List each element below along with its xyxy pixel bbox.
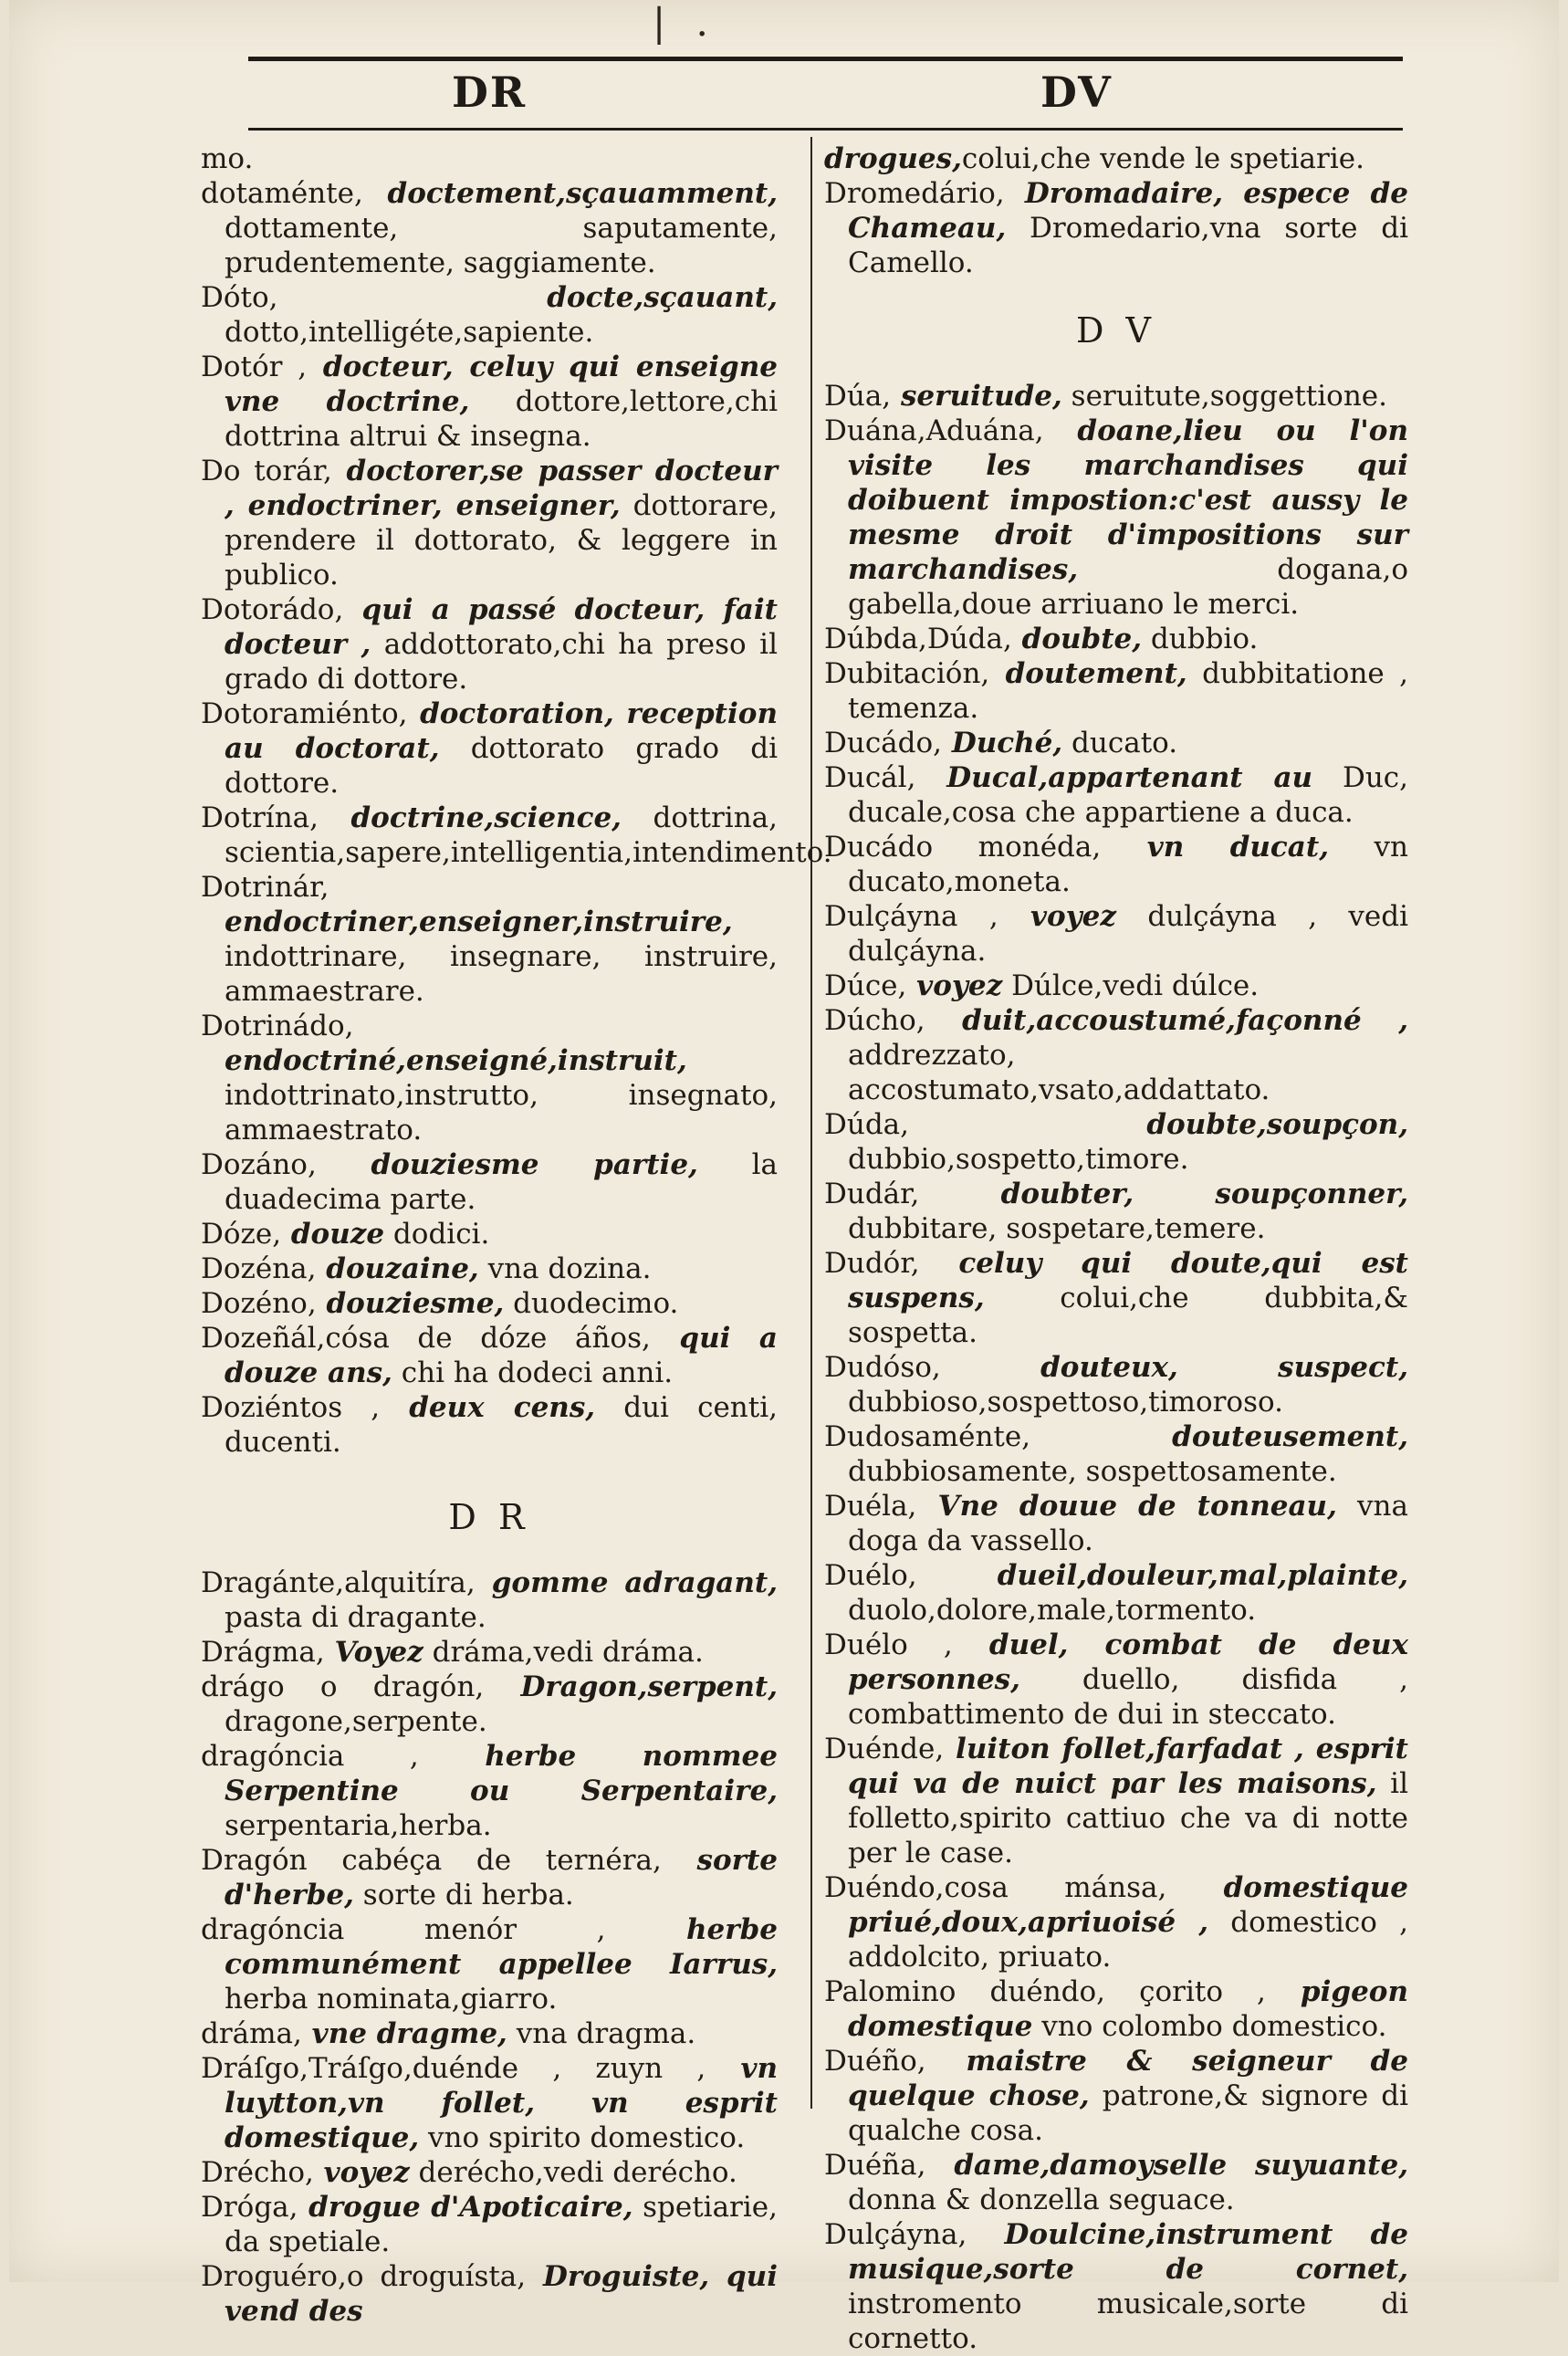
italian-gloss: serpentaria,herba. xyxy=(225,1809,492,1842)
french-gloss: dueil,douleur,mal,plainte, xyxy=(916,1559,1408,1592)
french-gloss: endoctriner,enseigner,instruire, xyxy=(225,906,733,938)
dictionary-entry xyxy=(201,870,778,1009)
section-title-dr: D R xyxy=(448,1497,530,1537)
french-gloss: douziesme, xyxy=(316,1287,505,1320)
italian-gloss: dubbio,sospetto,timore. xyxy=(848,1143,1189,1176)
dictionary-entry xyxy=(201,1147,778,1217)
headword: Dudosaménte, xyxy=(824,1420,1031,1453)
dictionary-entry xyxy=(201,1009,778,1147)
french-gloss: voyez xyxy=(313,2156,410,2189)
dictionary-entry xyxy=(824,2044,1408,2148)
italian-gloss: vno spirito domestico. xyxy=(419,2121,746,2154)
french-gloss: celuy qui doute,qui est suspens, xyxy=(848,1247,1408,1314)
dictionary-entry xyxy=(824,379,1408,414)
french-gloss: doctement,sçauamment, xyxy=(362,177,778,210)
headword: Dulçáyna , xyxy=(824,900,998,933)
italian-gloss: dottamente, saputamente, prudentemente, saggiamente. xyxy=(225,212,778,279)
dictionary-entry xyxy=(824,1177,1408,1246)
headword: dragóncia menór , xyxy=(201,1913,606,1946)
dictionary-entry xyxy=(824,2217,1408,2356)
italian-gloss: pasta di dragante. xyxy=(225,1601,486,1634)
headword: Dóze, xyxy=(201,1218,282,1251)
headword: Duána,Aduána, xyxy=(824,414,1044,447)
headword: Dóto, xyxy=(201,281,278,314)
french-gloss: Ducal,appartenant au xyxy=(915,761,1313,794)
french-gloss: endoctriné,enseigné,instruit, xyxy=(225,1044,687,1077)
italian-gloss: dragone,serpente. xyxy=(225,1705,487,1738)
headword: Dúce, xyxy=(824,969,907,1002)
headword: Droguéro,o droguísta, xyxy=(201,2260,527,2293)
french-gloss: qui a passé docteur, fait docteur , xyxy=(225,593,778,661)
headword: Duéndo,cosa mánsa, xyxy=(824,1871,1167,1904)
french-gloss: duit,accoustumé,façonné , xyxy=(925,1004,1408,1037)
italian-gloss: dottorato grado di dottore. xyxy=(225,732,778,800)
book-page xyxy=(9,0,1559,2355)
french-gloss: docte,sçauant, xyxy=(277,281,778,314)
french-gloss: Voyez xyxy=(324,1636,423,1669)
french-gloss: voyez xyxy=(998,900,1117,933)
italian-gloss: dottrina, scientia,sapere,intelligentia,intendimento. xyxy=(225,801,832,869)
dictionary-entry xyxy=(824,656,1408,726)
right-entries-b xyxy=(824,379,1408,2356)
dictionary-entry xyxy=(201,1912,778,2016)
italian-gloss: patrone,& signore di qualche cosa. xyxy=(848,2079,1408,2147)
french-gloss: drogue d'Apoticaire, xyxy=(298,2191,633,2224)
italian-gloss: duodecimo. xyxy=(504,1287,679,1320)
italian-gloss: spetiarie, da spetiale. xyxy=(225,2191,778,2258)
italian-gloss: derécho,vedi derécho. xyxy=(409,2156,737,2189)
italian-gloss: Dromedario,vna sorte di Camello. xyxy=(848,212,1408,279)
left-entries-a xyxy=(201,176,832,1460)
french-gloss: doubter, soupçonner, xyxy=(919,1178,1408,1210)
italian-gloss: dubbitare, sospetare,temere. xyxy=(848,1212,1266,1245)
french-gloss: douziesme partie, xyxy=(316,1148,698,1181)
italian-gloss: dubbioso,sospettoso,timoroso. xyxy=(848,1386,1283,1419)
dictionary-entry xyxy=(824,1870,1408,1974)
italian-gloss: dráma,vedi dráma. xyxy=(423,1636,704,1669)
italian-gloss: ducato. xyxy=(1062,727,1178,759)
italian-gloss: dottorare, prendere il dottorato, & leggere in publico. xyxy=(225,489,778,592)
french-gloss: luiton follet,farfadat , esprit qui va de nuict par les maisons, xyxy=(848,1733,1408,1800)
headword: Dudár, xyxy=(824,1178,920,1210)
french-gloss: doctorer,se passer docteur , endoctriner, enseigner, xyxy=(225,455,778,522)
dictionary-entry xyxy=(201,176,778,280)
french-gloss: vn luytton,vn follet, vn esprit domestique, xyxy=(225,2052,778,2154)
dictionary-entry xyxy=(824,899,1408,969)
dictionary-entry xyxy=(824,969,1408,1003)
headword: drágo o dragón, xyxy=(201,1670,485,1703)
column-divider xyxy=(810,137,812,2109)
italian-gloss: sorte di herba. xyxy=(353,1879,574,1911)
dictionary-entry xyxy=(201,1390,778,1460)
dictionary-entry xyxy=(824,1489,1408,1558)
dictionary-entry xyxy=(201,2016,778,2051)
header-rule-top xyxy=(248,57,1403,61)
french-gloss: qui a douze ans, xyxy=(225,1322,778,1389)
headword: Dúda, xyxy=(824,1108,909,1141)
italian-gloss: il folletto,spirito cattiuo che va di notte per le case. xyxy=(848,1767,1409,1869)
headword: Duéño, xyxy=(824,2045,926,2078)
right-entries-a xyxy=(824,176,1408,280)
dictionary-entry xyxy=(201,1635,778,1670)
french-gloss: Dromadaire, espece de Chameau, xyxy=(848,177,1408,245)
header-rule-bottom xyxy=(248,128,1403,131)
headword: Ducádo, xyxy=(824,727,943,759)
italian-gloss: duolo,dolore,male,tormento. xyxy=(848,1594,1257,1627)
dictionary-entry xyxy=(201,801,832,870)
italian-gloss: seruitute,soggettione. xyxy=(1061,380,1387,413)
left-column xyxy=(201,141,832,2329)
french-gloss: dame,damoyselle suyuante, xyxy=(925,2149,1408,2182)
french-gloss: douzaine, xyxy=(316,1252,479,1285)
french-gloss: vne dragme, xyxy=(301,2017,507,2050)
italian-gloss: domestico , addolcito, priuato. xyxy=(848,1906,1408,1974)
headword: Dráſgo,Tráſgo,duénde , zuyn , xyxy=(201,2052,706,2085)
dictionary-entry xyxy=(824,1003,1408,1107)
headword: Ducádo monéda, xyxy=(824,831,1102,864)
dictionary-entry xyxy=(201,350,778,454)
left-entries-b xyxy=(201,1565,778,2329)
headword: Dúcho, xyxy=(824,1004,925,1037)
french-gloss: docteur, celuy qui enseigne vne doctrine, xyxy=(225,351,778,418)
italian-gloss: indottrinare, insegnare, instruire, ammaestrare. xyxy=(225,940,778,1008)
headword: Drécho, xyxy=(201,2156,314,2189)
french-gloss: pigeon domestique xyxy=(848,1975,1409,2043)
italian-gloss: dulçáyna , vedi dulçáyna. xyxy=(848,900,1408,968)
french-gloss: Doulcine,instrument de musique,sorte de cornet, xyxy=(848,2218,1408,2286)
italian-gloss: dubbio. xyxy=(1142,623,1259,655)
dictionary-entry xyxy=(824,726,1408,760)
french-gloss: deux cens, xyxy=(380,1391,596,1424)
dictionary-entry xyxy=(824,1628,1408,1732)
dictionary-entry xyxy=(201,592,778,696)
headword: Dozáno, xyxy=(201,1148,317,1181)
french-gloss: doctoration, reception au doctorat, xyxy=(225,697,778,765)
dictionary-entry xyxy=(824,1732,1408,1870)
french-gloss: gomme adragant, xyxy=(475,1566,778,1599)
italian-gloss: la duadecima parte. xyxy=(225,1148,778,1216)
dictionary-entry xyxy=(824,414,1408,622)
french-gloss: herbe communément appellee Iarrus, xyxy=(225,1913,778,1981)
dictionary-entry xyxy=(201,280,778,350)
headword: Dragón cabéça de ternéra, xyxy=(201,1844,662,1877)
french-gloss: Vne douue de tonneau, xyxy=(916,1490,1337,1523)
french-gloss: douteusement, xyxy=(1030,1420,1408,1453)
italian-gloss: dogana,o gabella,doue arriuano le merci. xyxy=(848,553,1408,621)
right-column xyxy=(824,141,1408,2356)
continuation-text: drogues,colui,che vende le spetiarie. xyxy=(824,142,1364,175)
dictionary-entry xyxy=(824,1974,1408,2044)
headword: Dúbda,Dúda, xyxy=(824,623,1012,655)
dictionary-entry xyxy=(201,2190,778,2259)
dictionary-entry xyxy=(824,1350,1408,1419)
headword: Dróga, xyxy=(201,2191,298,2224)
italian-gloss: addottorato,chi ha preso il grado di dottore. xyxy=(225,628,778,696)
headword: Do torár, xyxy=(201,455,332,487)
section-title-dv: D V xyxy=(1076,310,1156,351)
french-gloss: herbe nommee Serpentine ou Serpentaire, xyxy=(225,1740,778,1807)
left-running-header: DR xyxy=(452,68,528,117)
headword: Dudór, xyxy=(824,1247,920,1280)
headword: Dozéno, xyxy=(201,1287,317,1320)
french-gloss: duel, combat de deux personnes, xyxy=(848,1628,1408,1696)
french-gloss: doutement, xyxy=(989,657,1187,690)
italian-gloss: dotto,intelligéte,sapiente. xyxy=(225,316,594,349)
headword: dotaménte, xyxy=(201,177,363,210)
french-gloss: douze xyxy=(281,1218,385,1251)
dictionary-entry xyxy=(824,2148,1408,2217)
headword: Dotrinár, xyxy=(201,871,329,904)
dictionary-entry xyxy=(824,1107,1408,1177)
italian-gloss: duello, disfida , combattimento de dui in steccato. xyxy=(848,1663,1408,1731)
dictionary-entry xyxy=(824,1558,1408,1628)
french-gloss: vn ducat, xyxy=(1101,831,1329,864)
italian-gloss: Duc, ducale,cosa che appartiene a duca. xyxy=(848,761,1409,829)
french-gloss: douteux, suspect, xyxy=(940,1351,1408,1384)
dictionary-entry xyxy=(201,2259,778,2329)
italian-gloss: instromento musicale,sorte di cornetto. xyxy=(848,2288,1408,2355)
french-gloss: doubte,soupçon, xyxy=(909,1108,1408,1141)
dictionary-entry xyxy=(201,1286,778,1321)
dictionary-entry xyxy=(824,1419,1408,1489)
dictionary-entry xyxy=(824,622,1408,656)
italian-gloss: addrezzato, accostumato,vsato,addattato. xyxy=(848,1039,1270,1106)
headword: Dubitación, xyxy=(824,657,990,690)
headword: Ducál, xyxy=(824,761,916,794)
italian-gloss: vno colombo domestico. xyxy=(1032,2010,1387,2043)
right-running-header: DV xyxy=(1040,68,1113,117)
headword: Duéla, xyxy=(824,1490,917,1523)
headword: Dotrína, xyxy=(201,801,319,834)
dictionary-entry xyxy=(201,454,778,592)
italian-gloss: donna & donzella seguace. xyxy=(848,2183,1235,2216)
headword: Dotorádo, xyxy=(201,593,344,626)
dictionary-entry xyxy=(201,1251,778,1286)
continuation-text: mo. xyxy=(201,142,254,175)
italian-gloss: dui centi, ducenti. xyxy=(225,1391,778,1459)
italian-gloss: indottrinato,instrutto, insegnato, ammaestrato. xyxy=(225,1079,778,1147)
headword: dráma, xyxy=(201,2017,302,2050)
dictionary-entry xyxy=(824,830,1408,899)
headword: Dromedário, xyxy=(824,177,1005,210)
dictionary-entry xyxy=(824,760,1408,830)
italian-gloss: vna dozina. xyxy=(478,1252,652,1285)
italian-gloss: vna dragma. xyxy=(507,2017,696,2050)
french-gloss: seruitude, xyxy=(891,380,1062,413)
french-gloss: doubte, xyxy=(1011,623,1143,655)
headword: Dulçáyna, xyxy=(824,2218,967,2251)
dictionary-entry xyxy=(201,1565,778,1635)
headword: Duénde, xyxy=(824,1733,945,1765)
dictionary-entry xyxy=(201,2155,778,2190)
french-gloss: sorte d'herbe, xyxy=(225,1844,778,1911)
italian-gloss: dubbitatione , temenza. xyxy=(848,657,1408,725)
italian-gloss: chi ha dodeci anni. xyxy=(392,1356,674,1389)
headword: Dúa, xyxy=(824,380,892,413)
french-gloss: doane,lieu ou l'on visite les marchandises qui doibuent impostion:c'est aussy le mesme droit d'impositions sur marchandises, xyxy=(848,414,1408,586)
italian-gloss: colui,che dubbita,& sospetta. xyxy=(848,1282,1408,1349)
italian-gloss: vn ducato,moneta. xyxy=(848,831,1408,898)
dictionary-entry xyxy=(201,2051,778,2155)
french-gloss: Droguiste, qui vend des xyxy=(225,2260,778,2328)
headword: Dozeñál,cósa de dóze áños, xyxy=(201,1322,651,1355)
headword: Duélo, xyxy=(824,1559,917,1592)
french-gloss: Dragon,serpent, xyxy=(484,1670,779,1703)
italian-gloss: dottore,lettore,chi dottrina altrui & insegna. xyxy=(225,385,778,453)
headword: Dragánte,alquitíra, xyxy=(201,1566,476,1599)
french-gloss: voyez xyxy=(906,969,1003,1002)
top-mark: | . xyxy=(653,0,717,45)
italian-gloss: vna doga da vassello. xyxy=(848,1490,1408,1557)
french-gloss: domestique priué,doux,apriuoisé , xyxy=(848,1871,1408,1939)
headword: dragóncia , xyxy=(201,1740,419,1773)
headword: Dotór , xyxy=(201,351,308,383)
italian-gloss: herba nominata,giarro. xyxy=(225,1983,558,2016)
dictionary-entry xyxy=(201,1843,778,1912)
headword: Dotoramiénto, xyxy=(201,697,408,730)
italian-gloss: Dúlce,vedi dúlce. xyxy=(1002,969,1260,1002)
italian-gloss: dubbiosamente, sospettosamente. xyxy=(848,1455,1337,1488)
french-gloss: doctrine,science, xyxy=(319,801,622,834)
dictionary-entry xyxy=(201,696,778,801)
headword: Dozéna, xyxy=(201,1252,317,1285)
french-gloss: Duché, xyxy=(942,727,1063,759)
french-gloss: maistre & seigneur de quelque chose, xyxy=(848,2045,1408,2112)
headword: Doziéntos , xyxy=(201,1391,381,1424)
headword: Duéña, xyxy=(824,2149,926,2182)
dictionary-entry xyxy=(201,1321,778,1390)
headword: Dotrinádo, xyxy=(201,1010,354,1042)
dictionary-entry xyxy=(201,1670,778,1739)
headword: Palomino duéndo, çorito , xyxy=(824,1975,1266,2008)
dictionary-entry xyxy=(201,1217,778,1251)
dictionary-entry xyxy=(824,176,1408,280)
italian-gloss: dodici. xyxy=(384,1218,490,1251)
dictionary-entry xyxy=(824,1246,1408,1350)
headword: Dudóso, xyxy=(824,1351,941,1384)
headword: Drágma, xyxy=(201,1636,325,1669)
dictionary-entry xyxy=(201,1739,778,1843)
headword: Duélo , xyxy=(824,1628,953,1661)
